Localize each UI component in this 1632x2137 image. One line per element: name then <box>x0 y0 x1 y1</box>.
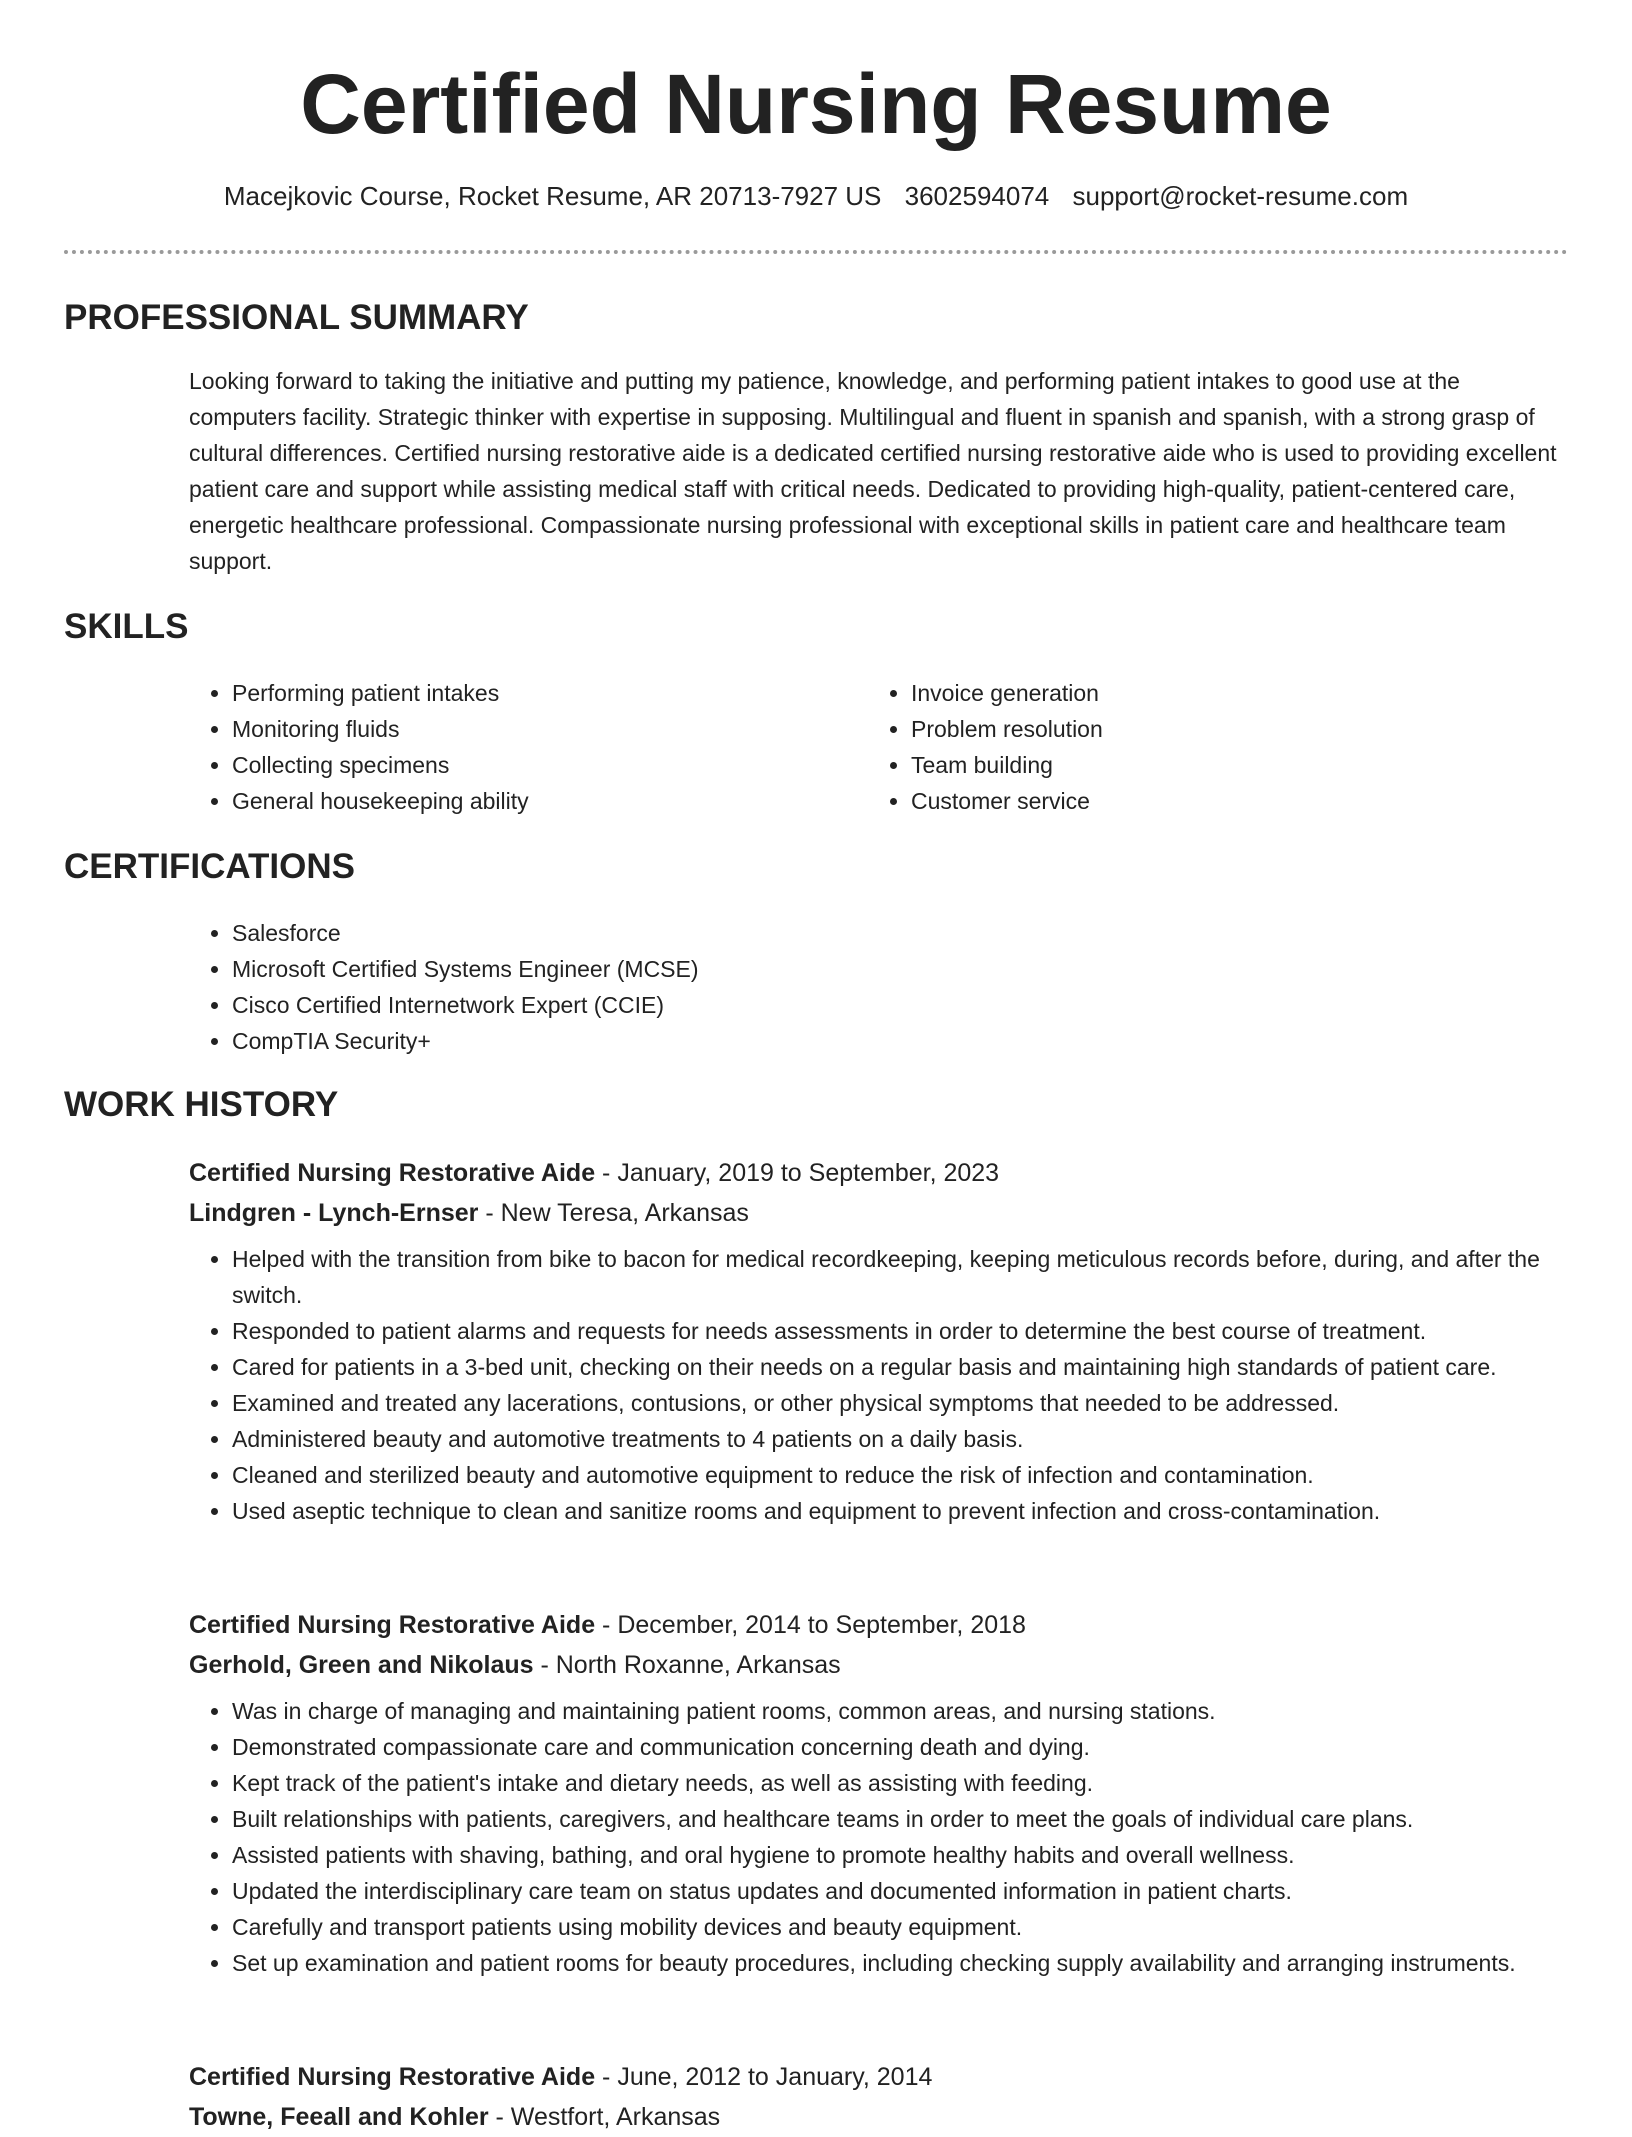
header-divider <box>64 250 1568 254</box>
skills-left-column <box>189 675 529 819</box>
job-entry <box>189 1605 1569 1981</box>
job-role: Certified Nursing Restorative Aide <box>189 2063 596 2091</box>
job-entry <box>189 2057 1569 2137</box>
section-title-skills: SKILLS <box>64 607 189 646</box>
job-dates: - January, 2019 to September, 2023 <box>595 1159 1000 1187</box>
section-title-certifications: CERTIFICATIONS <box>64 847 356 886</box>
contact-address: Macejkovic Course, Rocket Resume, AR 20713-7927 US <box>223 181 882 211</box>
job-bullet: • Cleaned and sterilized beauty and automotive equipment to reduce the risk of infection and contamination. <box>232 1457 1569 1493</box>
skill-item: • General housekeeping ability <box>232 783 529 819</box>
job-company: Lindgren - Lynch-Ernser <box>189 1199 479 1227</box>
job-role-line <box>189 1605 1569 1645</box>
job-role-line <box>189 2057 1569 2097</box>
job-role: Certified Nursing Restorative Aide <box>189 1159 596 1187</box>
job-location: - Westfort, Arkansas <box>488 2103 721 2131</box>
skill-item: • Performing patient intakes <box>232 675 529 711</box>
resume-title: Certified Nursing Resume <box>300 57 1332 151</box>
job-bullet: • Updated the interdisciplinary care team on status updates and documented information in patient charts. <box>232 1873 1569 1909</box>
job-entry <box>189 1153 1569 1529</box>
job-bullet: • Carefully and transport patients using mobility devices and beauty equipment. <box>232 1909 1569 1945</box>
job-company-line <box>189 1193 1569 1233</box>
contact-line <box>0 181 1632 212</box>
job-location: - North Roxanne, Arkansas <box>533 1651 841 1679</box>
contact-email: support@rocket-resume.com <box>1072 181 1409 211</box>
skill-item: • Monitoring fluids <box>232 711 529 747</box>
job-bullet: • Cared for patients in a 3-bed unit, checking on their needs on a regular basis and maintaining high standards of patient care. <box>232 1349 1569 1385</box>
job-bullet: • Used aseptic technique to clean and sanitize rooms and equipment to prevent infection and cross-contamination. <box>232 1493 1569 1529</box>
job-role-line <box>189 1153 1569 1193</box>
job-dates: - June, 2012 to January, 2014 <box>595 2063 933 2091</box>
job-location: - New Teresa, Arkansas <box>478 1199 749 1227</box>
certification-item: • Microsoft Certified Systems Engineer (MCSE) <box>232 951 699 987</box>
job-dates: - December, 2014 to September, 2018 <box>595 1611 1026 1639</box>
certification-item: • Cisco Certified Internetwork Expert (CCIE) <box>232 987 699 1023</box>
skill-item: • Collecting specimens <box>232 747 529 783</box>
skill-item: • Problem resolution <box>911 711 1103 747</box>
skill-item: • Customer service <box>911 783 1103 819</box>
section-title-summary: PROFESSIONAL SUMMARY <box>64 298 529 337</box>
skill-item: • Team building <box>911 747 1103 783</box>
job-bullet: • Examined and treated any lacerations, contusions, or other physical symptoms that needed to be addressed. <box>232 1385 1569 1421</box>
job-bullet: • Demonstrated compassionate care and communication concerning death and dying. <box>232 1729 1569 1765</box>
job-bullet: • Was in charge of managing and maintaining patient rooms, common areas, and nursing stations. <box>232 1693 1569 1729</box>
certifications-list <box>189 915 699 1059</box>
job-bullet: • Administered beauty and automotive treatments to 4 patients on a daily basis. <box>232 1421 1569 1457</box>
job-company: Gerhold, Green and Nikolaus <box>189 1651 534 1679</box>
skills-right-column <box>868 675 1103 819</box>
job-company-line <box>189 1645 1569 1685</box>
job-bullet: • Built relationships with patients, caregivers, and healthcare teams in order to meet the goals of individual care plans. <box>232 1801 1569 1837</box>
contact-phone: 3602594074 <box>904 181 1050 211</box>
job-company-line <box>189 2097 1569 2137</box>
job-bullet: • Assisted patients with shaving, bathing, and oral hygiene to promote healthy habits and overall wellness. <box>232 1837 1569 1873</box>
job-bullet: • Helped with the transition from bike to bacon for medical recordkeeping, keeping meticulous records before, during, and after the switch. <box>232 1241 1569 1313</box>
job-role: Certified Nursing Restorative Aide <box>189 1611 596 1639</box>
skill-item: • Invoice generation <box>911 675 1103 711</box>
certification-item: • Salesforce <box>232 915 699 951</box>
summary-text: Looking forward to taking the initiative and putting my patience, knowledge, and performing patient intakes to good use at the computers facility. Strategic thinker with expertise in supposing. Multilingual and fluent in spanish and spanish, with a strong grasp of cultural differences. Certified nursing restorative aide is a dedicated certified nursing restorative aide who is used to providing excellent patient care and support while assisting medical staff with critical needs. Dedicated to providing high-quality, patient-centered care, energetic healthcare professional. Compassionate nursing professional with exceptional skills in patient care and healthcare team support. <box>189 368 1557 574</box>
section-title-work-history: WORK HISTORY <box>64 1085 339 1124</box>
job-bullet: • Kept track of the patient's intake and dietary needs, as well as assisting with feeding. <box>232 1765 1569 1801</box>
certification-item: • CompTIA Security+ <box>232 1023 699 1059</box>
job-company: Towne, Feeall and Kohler <box>189 2103 489 2131</box>
job-bullet: • Set up examination and patient rooms for beauty procedures, including checking supply availability and arranging instruments. <box>232 1945 1569 1981</box>
job-bullet: • Responded to patient alarms and requests for needs assessments in order to determine the best course of treatment. <box>232 1313 1569 1349</box>
